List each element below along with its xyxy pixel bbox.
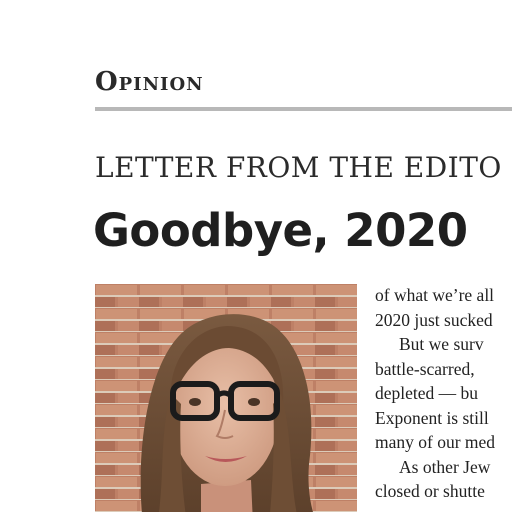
body-line: battle-scarred, — [375, 358, 475, 379]
section-heading: Opinion — [95, 67, 204, 97]
body-line: 2020 just sucked — [375, 309, 493, 330]
body-line: depleted — bu — [375, 383, 479, 403]
editor-portrait-photo — [95, 284, 357, 512]
body-line: As other Jew — [399, 456, 491, 477]
body-line: Exponent is still — [375, 407, 489, 428]
body-line: closed or shutte — [375, 481, 485, 501]
portrait-image — [95, 284, 357, 512]
body-line: many of our med — [375, 432, 496, 452]
section-rule — [95, 107, 512, 111]
article-kicker: LETTER FROM THE EDITO — [95, 151, 502, 184]
article-body-column — [375, 283, 512, 504]
body-line: of what we’re all — [375, 285, 495, 305]
article-headline: Goodbye, 2020 — [93, 204, 468, 257]
body-line: But we surv — [399, 334, 484, 354]
